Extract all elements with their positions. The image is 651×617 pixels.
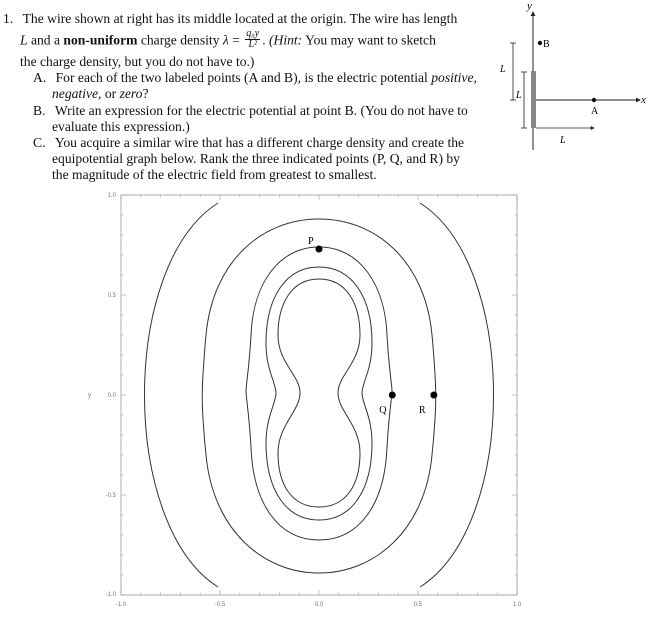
non-uniform-emphasis: non-uniform <box>63 32 138 48</box>
plot-tick-labels <box>106 193 522 608</box>
x-tick-label: -0.5 <box>214 602 226 608</box>
x-tick-label: 0.0 <box>314 602 324 608</box>
problem-line1-text: The wire shown at right has its middle located at the origin. The wire has length <box>22 11 458 26</box>
part-b-text: Write an expression for the electric potential at point B. (You do not have to <box>54 103 468 118</box>
part-c-line-2 <box>52 151 460 167</box>
x-tick-label: 1.0 <box>512 602 522 608</box>
contour-level-4 <box>278 279 360 507</box>
lambda-symbol: λ <box>222 32 229 48</box>
problem-line-1 <box>3 11 457 27</box>
part-a-label: A. <box>33 70 47 85</box>
hint-text: You may want to sketch <box>302 32 436 48</box>
problem-number: 1. <box>3 11 14 26</box>
part-b-label: B. <box>33 103 46 118</box>
problem-line-3 <box>20 54 254 70</box>
dimension-b-label: L <box>500 64 506 75</box>
dimension-a-label: L <box>560 135 566 146</box>
point-a-dot <box>592 98 596 102</box>
y-axis-label: y <box>527 0 532 12</box>
part-b-line-2 <box>52 119 190 135</box>
equipotential-plot <box>0 185 651 617</box>
text-fragment: charge density <box>137 32 223 48</box>
text-fragment: or <box>101 86 120 101</box>
contour-level-3 <box>266 267 372 520</box>
part-a-line-2 <box>52 86 149 102</box>
y-axis-title: y <box>88 393 91 399</box>
part-c-text: You acquire a similar wire that has a different charge density and create the <box>54 135 465 150</box>
part-c-text-2: equipotential graph below. Rank the three indicated points (P, Q, and R) by <box>52 151 460 166</box>
part-c-line-3 <box>52 167 377 183</box>
point-b-dot <box>538 41 542 45</box>
fraction-denominator: L² <box>248 39 257 50</box>
part-b-line-1 <box>33 103 468 119</box>
y-tick-label: 0.5 <box>107 293 116 299</box>
negative-word: negative, <box>52 86 102 101</box>
part-b-text-2: evaluate this expression.) <box>52 119 190 134</box>
y-tick-label: -0.5 <box>105 493 116 499</box>
y-tick-label: -1.0 <box>105 592 116 598</box>
point-q-dot <box>389 392 396 399</box>
zero-word: zero <box>119 86 143 101</box>
point-r-dot <box>430 392 437 399</box>
point-b-label: B <box>543 39 550 50</box>
hint-label: (Hint: <box>268 32 303 48</box>
plot-ticks <box>121 195 517 595</box>
text-fragment: . <box>262 32 269 48</box>
point-p-label: P <box>308 236 314 247</box>
y-tick-label: 0.0 <box>107 393 116 399</box>
point-a-label: A <box>591 106 599 117</box>
x-tick-label: -1.0 <box>115 602 127 608</box>
part-a-line-1 <box>33 70 477 86</box>
x-tick-label: 0.5 <box>413 602 423 608</box>
text-fragment: and a <box>27 32 64 48</box>
length-symbol: L <box>20 32 28 48</box>
part-a-text: For each of the two labeled points (A and B), is the electric potential <box>55 70 432 85</box>
problem-line3-text: the charge density, but you do not have to.) <box>20 54 255 69</box>
part-c-text-3: the magnitude of the electric field from greatest to smallest. <box>52 167 377 182</box>
problem-line-2 <box>20 28 436 52</box>
point-p-dot <box>316 246 323 253</box>
dimension-wire-label: L <box>516 90 522 101</box>
part-c-line-1 <box>33 135 464 151</box>
fraction-numerator: q₀y <box>246 28 260 39</box>
x-axis-label: x <box>641 94 646 106</box>
charged-wire <box>531 71 536 128</box>
wire-diagram <box>492 0 651 160</box>
charge-density-fraction <box>245 29 260 50</box>
plot-frame <box>121 195 517 595</box>
question-mark: ? <box>142 86 149 101</box>
point-q-label: Q <box>379 405 387 416</box>
equals-sign: = <box>228 32 244 48</box>
part-c-label: C. <box>33 135 46 150</box>
point-r-label: R <box>418 405 426 416</box>
y-tick-label: 1.0 <box>107 193 116 199</box>
contour-outer-left <box>145 203 219 587</box>
labeled-points <box>308 236 437 416</box>
positive-word: positive, <box>431 70 477 85</box>
contour-level-2 <box>246 247 392 540</box>
